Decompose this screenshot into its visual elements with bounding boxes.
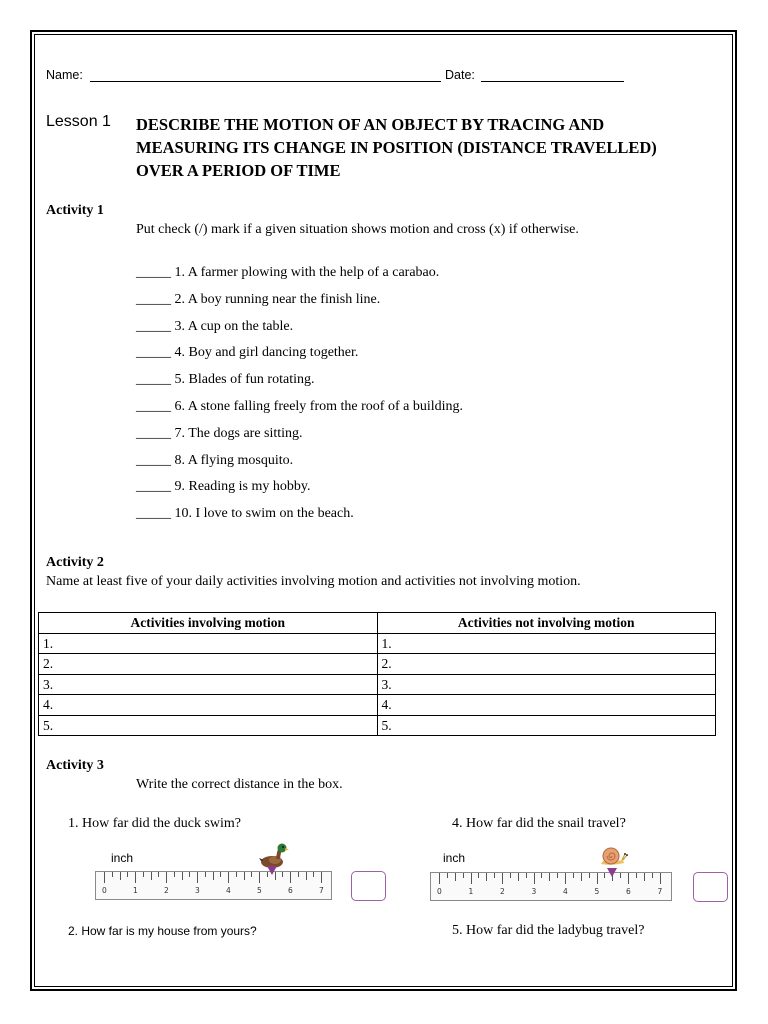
activity3-instruction: Write the correct distance in the box. bbox=[136, 777, 343, 792]
ruler-minor-tick bbox=[455, 873, 456, 881]
lesson-title-line: DESCRIBE THE MOTION OF AN OBJECT BY TRACING AND bbox=[136, 115, 605, 134]
table-cell-not-motion[interactable]: 4. bbox=[377, 695, 716, 716]
ruler-minor-tick bbox=[447, 873, 448, 878]
ruler-minor-tick bbox=[620, 873, 621, 878]
ruler-minor-tick bbox=[298, 872, 299, 877]
ruler bbox=[95, 871, 332, 900]
activity2-instruction: Name at least five of your daily activities involving motion and activities not involving motion. bbox=[46, 574, 581, 589]
activity1-heading: Activity 1 bbox=[46, 203, 104, 218]
ruler-minor-tick bbox=[478, 873, 479, 878]
activities-table bbox=[38, 612, 716, 736]
ruler-minor-tick bbox=[158, 872, 159, 877]
question-5: 5. How far did the ladybug travel? bbox=[452, 923, 645, 938]
ruler-number: 7 bbox=[319, 886, 324, 895]
ruler-minor-tick bbox=[151, 872, 152, 880]
answer-box-duck[interactable] bbox=[351, 871, 386, 901]
ruler-tick bbox=[502, 873, 503, 884]
ruler-tick bbox=[471, 873, 472, 884]
name-blank-line bbox=[90, 81, 441, 82]
table-row bbox=[39, 715, 716, 736]
list-item: _____ 10. I love to swim on the beach. bbox=[136, 506, 354, 522]
position-marker bbox=[607, 868, 617, 877]
question-4: 4. How far did the snail travel? bbox=[452, 816, 626, 831]
ruler-number: 1 bbox=[133, 886, 138, 895]
activity1-list bbox=[136, 260, 463, 528]
table-row bbox=[39, 633, 716, 654]
activity1-instruction: Put check (/) mark if a given situation shows motion and cross (x) if otherwise. bbox=[136, 222, 579, 237]
ruler-minor-tick bbox=[541, 873, 542, 878]
ruler-tick bbox=[135, 872, 136, 883]
ruler-minor-tick bbox=[213, 872, 214, 880]
list-item: _____ 3. A cup on the table. bbox=[136, 318, 294, 334]
ruler-tick bbox=[166, 872, 167, 883]
ruler-minor-tick bbox=[573, 873, 574, 878]
table-cell-motion[interactable]: 3. bbox=[39, 674, 378, 695]
ruler-minor-tick bbox=[526, 873, 527, 878]
ruler-number: 4 bbox=[226, 886, 231, 895]
table-row bbox=[39, 654, 716, 675]
ruler-number: 6 bbox=[288, 886, 293, 895]
column-header-not-motion: Activities not involving motion bbox=[377, 613, 716, 634]
table-row bbox=[39, 695, 716, 716]
ruler-minor-tick bbox=[251, 872, 252, 877]
list-item: _____ 6. A stone falling freely from the roof of a building. bbox=[136, 398, 463, 414]
ruler-minor-tick bbox=[557, 873, 558, 878]
ruler-tick bbox=[228, 872, 229, 883]
ruler-number: 2 bbox=[164, 886, 169, 895]
table-cell-not-motion[interactable]: 5. bbox=[377, 715, 716, 736]
activity3-heading: Activity 3 bbox=[46, 758, 104, 773]
ruler-number: 5 bbox=[257, 886, 262, 895]
ruler-number: 0 bbox=[102, 886, 107, 895]
answer-box-snail[interactable] bbox=[693, 872, 728, 902]
ruler-tick bbox=[597, 873, 598, 884]
ruler-minor-tick bbox=[604, 873, 605, 878]
ruler-number: 4 bbox=[563, 887, 568, 896]
position-marker bbox=[267, 866, 277, 875]
table-cell-motion[interactable]: 2. bbox=[39, 654, 378, 675]
table-cell-not-motion[interactable]: 3. bbox=[377, 674, 716, 695]
list-item: _____ 1. A farmer plowing with the help of a carabao. bbox=[136, 265, 440, 280]
ruler-minor-tick bbox=[589, 873, 590, 878]
ruler-tick bbox=[628, 873, 629, 884]
ruler-minor-tick bbox=[652, 873, 653, 878]
ruler-number: 5 bbox=[594, 887, 600, 896]
ruler bbox=[430, 872, 672, 901]
ruler-tick bbox=[439, 873, 440, 884]
ruler-number: 3 bbox=[531, 887, 537, 896]
table-cell-motion[interactable]: 1. bbox=[39, 633, 378, 654]
table-cell-not-motion[interactable]: 1. bbox=[377, 633, 716, 654]
ruler-unit-label: inch bbox=[111, 851, 134, 865]
lesson-title bbox=[136, 113, 657, 182]
ruler-number: 2 bbox=[500, 887, 505, 896]
ruler-minor-tick bbox=[174, 872, 175, 877]
ruler-minor-tick bbox=[120, 872, 121, 880]
ruler-minor-tick bbox=[112, 872, 113, 877]
ruler-tick bbox=[104, 872, 105, 883]
table-cell-motion[interactable]: 4. bbox=[39, 695, 378, 716]
name-label: Name: bbox=[46, 68, 83, 82]
ruler-minor-tick bbox=[486, 873, 487, 881]
ruler-minor-tick bbox=[581, 873, 582, 881]
ruler-minor-tick bbox=[306, 872, 307, 880]
ruler-minor-tick bbox=[313, 872, 314, 877]
list-item: _____ 7. The dogs are sitting. bbox=[136, 425, 303, 441]
ruler-minor-tick bbox=[127, 872, 128, 877]
ruler-tick bbox=[197, 872, 198, 883]
ruler-minor-tick bbox=[549, 873, 550, 881]
table-cell-motion[interactable]: 5. bbox=[39, 715, 378, 736]
ruler-tick bbox=[565, 873, 566, 884]
question-2: 2. How far is my house from yours? bbox=[68, 924, 257, 938]
ruler-minor-tick bbox=[143, 872, 144, 877]
ruler-number: 1 bbox=[468, 887, 474, 896]
ruler-minor-tick bbox=[244, 872, 245, 880]
ruler-minor-tick bbox=[189, 872, 190, 877]
activity2-heading: Activity 2 bbox=[46, 555, 104, 570]
ruler-tick bbox=[290, 872, 291, 883]
ruler-number: 0 bbox=[437, 887, 442, 896]
question-1: 1. How far did the duck swim? bbox=[68, 816, 242, 831]
ruler-minor-tick bbox=[463, 873, 464, 878]
lesson-title-line: MEASURING ITS CHANGE IN POSITION (DISTANCE TRAVELLED) bbox=[136, 138, 657, 157]
ruler-number: 7 bbox=[657, 887, 663, 896]
table-row bbox=[39, 674, 716, 695]
ruler-minor-tick bbox=[494, 873, 495, 878]
ruler-number: 6 bbox=[626, 887, 631, 896]
ruler-tick bbox=[321, 872, 322, 883]
table-header-row bbox=[39, 613, 716, 634]
ruler-minor-tick bbox=[205, 872, 206, 877]
ruler-tick bbox=[660, 873, 661, 884]
lesson-label: Lesson 1 bbox=[46, 113, 111, 130]
ruler-minor-tick bbox=[220, 872, 221, 877]
date-blank-line bbox=[481, 81, 624, 82]
list-item: _____ 9. Reading is my hobby. bbox=[136, 479, 311, 495]
list-item: _____ 8. A flying mosquito. bbox=[136, 452, 294, 468]
list-item: _____ 2. A boy running near the finish line. bbox=[136, 291, 381, 307]
ruler-minor-tick bbox=[636, 873, 637, 878]
lesson-title-line: OVER A PERIOD OF TIME bbox=[136, 161, 341, 180]
ruler-minor-tick bbox=[236, 872, 237, 877]
ruler-unit-label: inch bbox=[443, 851, 466, 865]
ruler-number: 3 bbox=[195, 886, 200, 895]
list-item: _____ 5. Blades of fun rotating. bbox=[136, 372, 315, 388]
date-label: Date: bbox=[445, 68, 475, 82]
ruler-minor-tick bbox=[182, 872, 183, 880]
ruler-minor-tick bbox=[510, 873, 511, 878]
list-item: _____ 4. Boy and girl dancing together. bbox=[136, 345, 359, 361]
column-header-motion: Activities involving motion bbox=[39, 613, 378, 634]
ruler-tick bbox=[534, 873, 535, 884]
ruler-minor-tick bbox=[644, 873, 645, 881]
ruler-minor-tick bbox=[518, 873, 519, 881]
table-cell-not-motion[interactable]: 2. bbox=[377, 654, 716, 675]
